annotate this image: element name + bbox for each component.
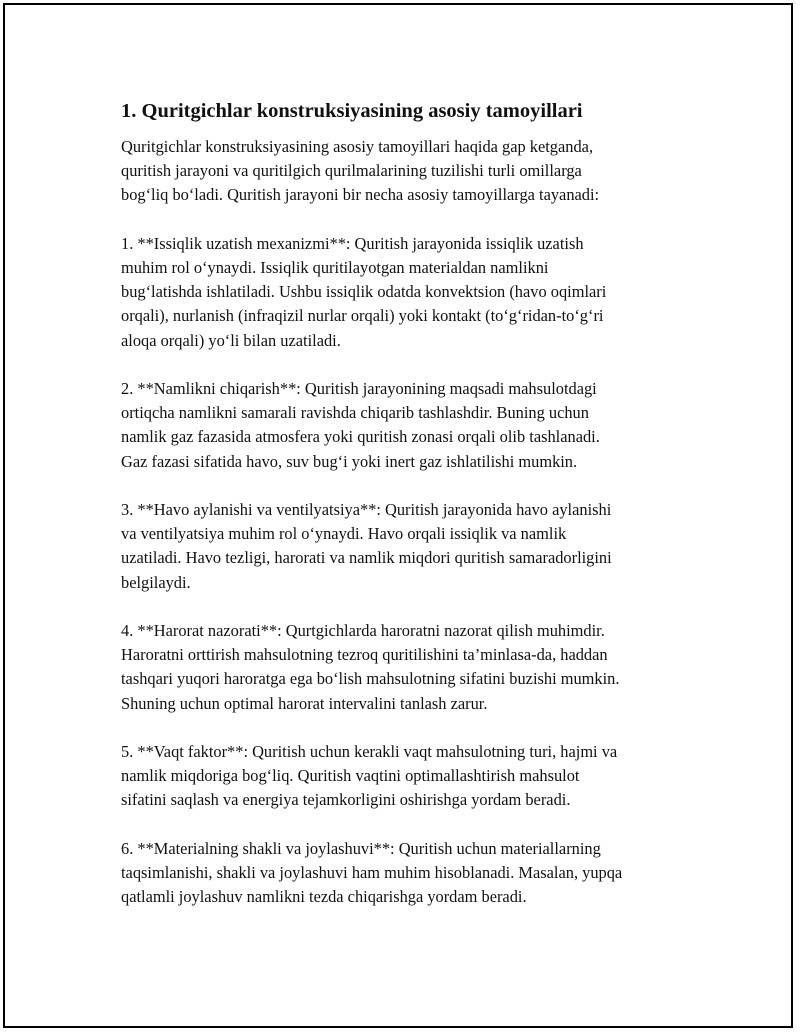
text-line: bug‘latishda ishlatiladi. Ushbu issiqlik odatda konvektsion (havo oqimlari [121,282,607,302]
text-line: qatlamli joylashuv namlikni tezda chiqarishga yordam beradi. [121,887,527,907]
section-heading: 1. Quritgichlar konstruksiyasining asosiy tamoyillari [121,100,583,122]
intro-paragraph [121,135,693,208]
text-line: 3. **Havo aylanishi va ventilyatsiya**: Quritish jarayonida havo aylanishi [121,500,612,519]
text-line: sifatini saqlash va energiya tejamkorligini oshirishga yordam beradi. [121,790,571,810]
principle-1-paragraph [121,232,693,353]
text-line: quritish jarayoni va quritilgich qurilmalarining tuzilishi turli omillarga [121,161,582,181]
text-line: tashqari yuqori haroratga ega bo‘lish mahsulotning sifatini buzishi mumkin. [121,669,620,689]
text-line: taqsimlanishi, shakli va joylashuvi ham muhim hisoblanadi. Masalan, yupqa [121,863,623,882]
principle-3-paragraph [121,498,693,595]
document-body [121,97,693,934]
text-line: 1. **Issiqlik uzatish mexanizmi**: Quritish jarayonida issiqlik uzatish [121,233,584,253]
text-line: Shuning uchun optimal harorat intervalini tanlash zarur. [121,693,488,713]
text-line: ortiqcha namlikni samarali ravishda chiqarib tashlashdir. Buning uchun [121,403,589,423]
text-line: Gaz fazasi sifatida havo, suv bug‘i yoki inert gaz ishlatilishi mumkin. [121,451,578,471]
principle-6-paragraph [121,837,693,910]
text-line: va ventilyatsiya muhim rol o‘ynaydi. Havo orqali issiqlik va namlik [121,524,567,544]
text-line: 6. **Materialning shakli va joylashuvi**: Quritish uchun materiallarning [121,838,601,858]
page-frame [3,3,793,1028]
principle-4-paragraph [121,619,693,716]
text-line: orqali), nurlanish (infraqizil nurlar orqali) yoki kontakt (to‘g‘ridan-to‘g‘ri [121,306,604,326]
text-line: belgilaydi. [121,572,191,592]
text-line: 4. **Harorat nazorati**: Qurtgichlarda haroratni nazorat qilish muhimdir. [121,621,605,640]
text-line: namlik gaz fazasida atmosfera yoki quritish zonasi orqali olib tashlanadi. [121,427,600,447]
text-line: muhim rol o‘ynaydi. Issiqlik quritilayotgan materialdan namlikni [121,258,549,277]
principle-5-paragraph [121,740,693,813]
principle-2-paragraph [121,377,693,474]
text-line: bog‘liq bo‘ladi. Quritish jarayoni bir necha asosiy tamoyillarga tayanadi: [121,185,600,205]
text-line: 2. **Namlikni chiqarish**: Quritish jarayonining maqsadi mahsulotdagi [121,379,597,398]
text-line: Haroratni orttirish mahsulotning tezroq quritilishini ta’minlasa-da, haddan [121,645,608,665]
text-line: aloqa orqali) yo‘li bilan uzatiladi. [121,330,341,350]
text-line: 5. **Vaqt faktor**: Quritish uchun kerakli vaqt mahsulotning turi, hajmi va [121,742,618,761]
text-line: Quritgichlar konstruksiyasining asosiy tamoyillari haqida gap ketganda, [121,137,594,156]
text-line: uzatiladi. Havo tezligi, harorati va namlik miqdori quritish samaradorligini [121,548,612,568]
text-line: namlik miqdoriga bog‘liq. Quritish vaqtini optimallashtirish mahsulot [121,766,580,786]
